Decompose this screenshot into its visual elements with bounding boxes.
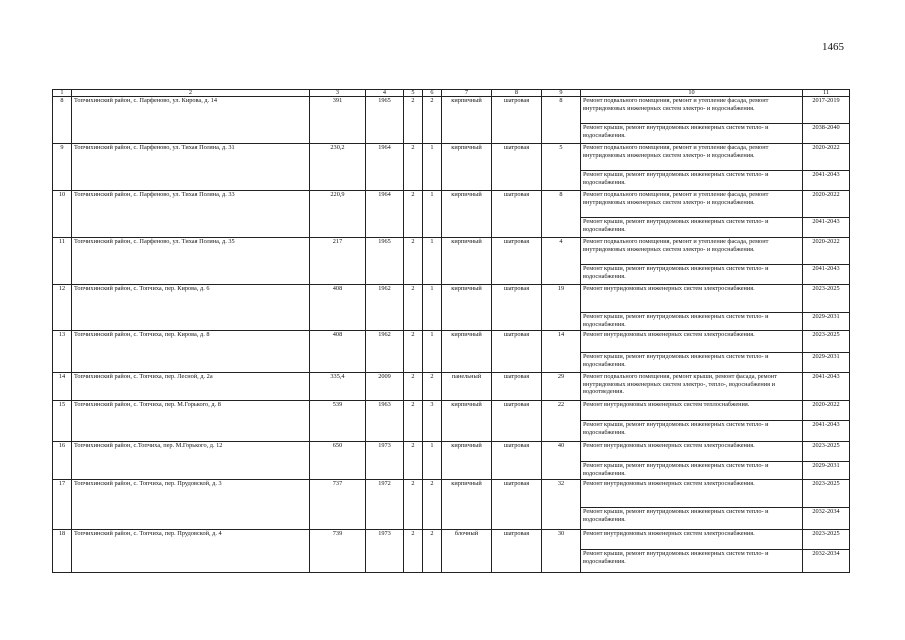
table-row bbox=[53, 285, 850, 313]
roof-type-cell: шатровая bbox=[492, 373, 542, 401]
apartments-cell: 8 bbox=[542, 97, 581, 144]
entrances-cell: 3 bbox=[423, 401, 442, 442]
table-row bbox=[53, 97, 850, 124]
period-cell: 2020-2022 bbox=[803, 144, 850, 171]
entrances-cell: 2 bbox=[423, 373, 442, 401]
roof-type-cell: шатровая bbox=[492, 238, 542, 285]
area-cell: 335,4 bbox=[310, 373, 366, 401]
column-header: 11 bbox=[803, 90, 850, 97]
work-description-cell: Ремонт подвального помещения, ремонт и утепление фасада, ремонт внутридомовых инженерных систем электро- и водоснабжения. bbox=[581, 191, 803, 218]
work-description-cell: Ремонт подвального помещения, ремонт и утепление фасада, ремонт внутридомовых инженерных систем электро- и водоснабжения. bbox=[581, 97, 803, 124]
period-cell: 2041-2043 bbox=[803, 421, 850, 442]
column-header: 3 bbox=[310, 90, 366, 97]
area-cell: 650 bbox=[310, 442, 366, 480]
row-number: 16 bbox=[53, 442, 72, 480]
work-description-cell: Ремонт крыши, ремонт внутридомовых инженерных систем тепло- и водоснабжения. bbox=[581, 313, 803, 331]
floors-cell: 2 bbox=[404, 373, 423, 401]
wall-material-cell: кирпичный bbox=[442, 285, 492, 331]
address-cell: Топчихинский район, с. Топчиха, пер. М.Горького, д. 8 bbox=[72, 401, 310, 442]
apartments-cell: 40 bbox=[542, 442, 581, 480]
period-cell: 2041-2043 bbox=[803, 171, 850, 191]
area-cell: 408 bbox=[310, 331, 366, 373]
year-cell: 1963 bbox=[366, 401, 404, 442]
floors-cell: 2 bbox=[404, 401, 423, 442]
year-cell: 1965 bbox=[366, 97, 404, 144]
row-number: 12 bbox=[53, 285, 72, 331]
wall-material-cell: кирпичный bbox=[442, 191, 492, 238]
work-description-cell: Ремонт крыши, ремонт внутридомовых инженерных систем тепло- и водоснабжения. bbox=[581, 421, 803, 442]
apartments-cell: 32 bbox=[542, 480, 581, 530]
period-cell: 2023-2025 bbox=[803, 331, 850, 353]
year-cell: 1972 bbox=[366, 480, 404, 530]
area-cell: 220,9 bbox=[310, 191, 366, 238]
page-number: 1465 bbox=[822, 41, 844, 53]
entrances-cell: 1 bbox=[423, 238, 442, 285]
period-cell: 2023-2025 bbox=[803, 480, 850, 508]
column-header: 2 bbox=[72, 90, 310, 97]
work-description-cell: Ремонт подвального помещения, ремонт крыши, ремонт фасада, ремонт внутридомовых инженерных систем электро-, тепло-, водоснабжения и водоотведения. bbox=[581, 373, 803, 401]
roof-type-cell: шатровая bbox=[492, 401, 542, 442]
floors-cell: 2 bbox=[404, 97, 423, 144]
address-cell: Топчихинский район, с. Топчиха, пер. Кирова, д. 6 bbox=[72, 285, 310, 331]
address-cell: Топчихинский район, с. Топчиха, пер. Прудовской, д. 3 bbox=[72, 480, 310, 530]
area-cell: 230,2 bbox=[310, 144, 366, 191]
roof-type-cell: шатровая bbox=[492, 530, 542, 573]
row-number: 13 bbox=[53, 331, 72, 373]
period-cell: 2041-2043 bbox=[803, 373, 850, 401]
entrances-cell: 1 bbox=[423, 285, 442, 331]
area-cell: 739 bbox=[310, 530, 366, 573]
table-row bbox=[53, 144, 850, 171]
period-cell: 2020-2022 bbox=[803, 238, 850, 265]
address-cell: Топчихинский район, с.Топчиха, пер. М.Горького, д. 12 bbox=[72, 442, 310, 480]
address-cell: Топчихинский район, с. Топчиха, пер. Прудовской, д. 4 bbox=[72, 530, 310, 573]
apartments-cell: 19 bbox=[542, 285, 581, 331]
column-header: 7 bbox=[442, 90, 492, 97]
table-row bbox=[53, 401, 850, 421]
roof-type-cell: шатровая bbox=[492, 480, 542, 530]
work-description-cell: Ремонт внутридомовых инженерных систем электроснабжения. bbox=[581, 285, 803, 313]
column-header: 6 bbox=[423, 90, 442, 97]
area-cell: 217 bbox=[310, 238, 366, 285]
table-row bbox=[53, 373, 850, 401]
floors-cell: 2 bbox=[404, 238, 423, 285]
period-cell: 2029-2031 bbox=[803, 462, 850, 480]
area-cell: 539 bbox=[310, 401, 366, 442]
work-description-cell: Ремонт внутридомовых инженерных систем электроснабжения. bbox=[581, 480, 803, 508]
wall-material-cell: кирпичный bbox=[442, 401, 492, 442]
wall-material-cell: кирпичный bbox=[442, 238, 492, 285]
period-cell: 2041-2043 bbox=[803, 265, 850, 285]
period-cell: 2038-2040 bbox=[803, 124, 850, 144]
year-cell: 1973 bbox=[366, 442, 404, 480]
work-description-cell: Ремонт крыши, ремонт внутридомовых инженерных систем тепло- и водоснабжения. bbox=[581, 124, 803, 144]
roof-type-cell: шатровая bbox=[492, 191, 542, 238]
column-header: 1 bbox=[53, 90, 72, 97]
wall-material-cell: кирпичный bbox=[442, 442, 492, 480]
row-number: 17 bbox=[53, 480, 72, 530]
floors-cell: 2 bbox=[404, 442, 423, 480]
work-description-cell: Ремонт крыши, ремонт внутридомовых инженерных систем тепло- и водоснабжения. bbox=[581, 550, 803, 573]
row-number: 15 bbox=[53, 401, 72, 442]
column-header: 5 bbox=[404, 90, 423, 97]
address-cell: Топчихинский район, с. Парфеново, ул. Тихая Поляна, д. 35 bbox=[72, 238, 310, 285]
period-cell: 2023-2025 bbox=[803, 285, 850, 313]
entrances-cell: 2 bbox=[423, 97, 442, 144]
row-number: 8 bbox=[53, 97, 72, 144]
work-description-cell: Ремонт крыши, ремонт внутридомовых инженерных систем тепло- и водоснабжения. bbox=[581, 353, 803, 373]
wall-material-cell: блочный bbox=[442, 530, 492, 573]
entrances-cell: 1 bbox=[423, 331, 442, 373]
column-header: 8 bbox=[492, 90, 542, 97]
column-header: 10 bbox=[581, 90, 803, 97]
address-cell: Топчихинский район, с. Топчиха, пер. Лесной, д. 2а bbox=[72, 373, 310, 401]
floors-cell: 2 bbox=[404, 331, 423, 373]
housing-register-table bbox=[52, 89, 850, 573]
work-description-cell: Ремонт крыши, ремонт внутридомовых инженерных систем тепло- и водоснабжения. bbox=[581, 171, 803, 191]
apartments-cell: 8 bbox=[542, 191, 581, 238]
year-cell: 1964 bbox=[366, 191, 404, 238]
year-cell: 1962 bbox=[366, 331, 404, 373]
table-row bbox=[53, 442, 850, 462]
period-cell: 2020-2022 bbox=[803, 191, 850, 218]
period-cell: 2041-2043 bbox=[803, 218, 850, 238]
address-cell: Топчихинский район, с. Парфеново, ул. Тихая Поляна, д. 31 bbox=[72, 144, 310, 191]
period-cell: 2020-2022 bbox=[803, 401, 850, 421]
floors-cell: 2 bbox=[404, 480, 423, 530]
roof-type-cell: шатровая bbox=[492, 97, 542, 144]
period-cell: 2032-2034 bbox=[803, 508, 850, 530]
work-description-cell: Ремонт подвального помещения, ремонт и утепление фасада, ремонт внутридомовых инженерных систем электро- и водоснабжения. bbox=[581, 144, 803, 171]
wall-material-cell: кирпичный bbox=[442, 331, 492, 373]
work-description-cell: Ремонт крыши, ремонт внутридомовых инженерных систем тепло- и водоснабжения. bbox=[581, 462, 803, 480]
period-cell: 2029-2031 bbox=[803, 313, 850, 331]
table-row bbox=[53, 480, 850, 508]
roof-type-cell: шатровая bbox=[492, 442, 542, 480]
work-description-cell: Ремонт внутридомовых инженерных систем электроснабжения. bbox=[581, 442, 803, 462]
year-cell: 1962 bbox=[366, 285, 404, 331]
year-cell: 2009 bbox=[366, 373, 404, 401]
column-header: 4 bbox=[366, 90, 404, 97]
wall-material-cell: кирпичный bbox=[442, 144, 492, 191]
roof-type-cell: шатровая bbox=[492, 331, 542, 373]
period-cell: 2029-2031 bbox=[803, 353, 850, 373]
period-cell: 2032-2034 bbox=[803, 550, 850, 573]
entrances-cell: 1 bbox=[423, 144, 442, 191]
apartments-cell: 30 bbox=[542, 530, 581, 573]
column-number-row bbox=[53, 90, 850, 97]
work-description-cell: Ремонт подвального помещения, ремонт и утепление фасада, ремонт внутридомовых инженерных систем электро- и водоснабжения. bbox=[581, 238, 803, 265]
wall-material-cell: кирпичный bbox=[442, 97, 492, 144]
apartments-cell: 14 bbox=[542, 331, 581, 373]
work-description-cell: Ремонт крыши, ремонт внутридомовых инженерных систем тепло- и водоснабжения. bbox=[581, 265, 803, 285]
row-number: 14 bbox=[53, 373, 72, 401]
floors-cell: 2 bbox=[404, 144, 423, 191]
floors-cell: 2 bbox=[404, 191, 423, 238]
row-number: 18 bbox=[53, 530, 72, 573]
row-number: 9 bbox=[53, 144, 72, 191]
table-row bbox=[53, 238, 850, 265]
apartments-cell: 29 bbox=[542, 373, 581, 401]
period-cell: 2023-2025 bbox=[803, 442, 850, 462]
apartments-cell: 5 bbox=[542, 144, 581, 191]
table-row bbox=[53, 331, 850, 353]
row-number: 10 bbox=[53, 191, 72, 238]
year-cell: 1964 bbox=[366, 144, 404, 191]
row-number: 11 bbox=[53, 238, 72, 285]
address-cell: Топчихинский район, с. Парфеново, ул. Тихая Поляна, д. 33 bbox=[72, 191, 310, 238]
work-description-cell: Ремонт внутридомовых инженерных систем теплоснабжения. bbox=[581, 401, 803, 421]
floors-cell: 2 bbox=[404, 285, 423, 331]
work-description-cell: Ремонт внутридомовых инженерных систем электроснабжения. bbox=[581, 530, 803, 550]
address-cell: Топчихинский район, с. Топчиха, пер. Кирова, д. 8 bbox=[72, 331, 310, 373]
year-cell: 1973 bbox=[366, 530, 404, 573]
work-description-cell: Ремонт внутридомовых инженерных систем электроснабжения. bbox=[581, 331, 803, 353]
floors-cell: 2 bbox=[404, 530, 423, 573]
column-header: 9 bbox=[542, 90, 581, 97]
table-row bbox=[53, 191, 850, 218]
wall-material-cell: кирпичный bbox=[442, 480, 492, 530]
area-cell: 408 bbox=[310, 285, 366, 331]
table-row bbox=[53, 530, 850, 550]
address-cell: Топчихинский район, с. Парфеново, ул. Кирова, д. 14 bbox=[72, 97, 310, 144]
period-cell: 2017-2019 bbox=[803, 97, 850, 124]
apartments-cell: 4 bbox=[542, 238, 581, 285]
entrances-cell: 2 bbox=[423, 530, 442, 573]
roof-type-cell: шатровая bbox=[492, 285, 542, 331]
year-cell: 1965 bbox=[366, 238, 404, 285]
area-cell: 391 bbox=[310, 97, 366, 144]
area-cell: 737 bbox=[310, 480, 366, 530]
work-description-cell: Ремонт крыши, ремонт внутридомовых инженерных систем тепло- и водоснабжения. bbox=[581, 218, 803, 238]
period-cell: 2023-2025 bbox=[803, 530, 850, 550]
roof-type-cell: шатровая bbox=[492, 144, 542, 191]
work-description-cell: Ремонт крыши, ремонт внутридомовых инженерных систем тепло- и водоснабжения. bbox=[581, 508, 803, 530]
entrances-cell: 2 bbox=[423, 480, 442, 530]
entrances-cell: 1 bbox=[423, 191, 442, 238]
wall-material-cell: панельный bbox=[442, 373, 492, 401]
apartments-cell: 22 bbox=[542, 401, 581, 442]
entrances-cell: 1 bbox=[423, 442, 442, 480]
